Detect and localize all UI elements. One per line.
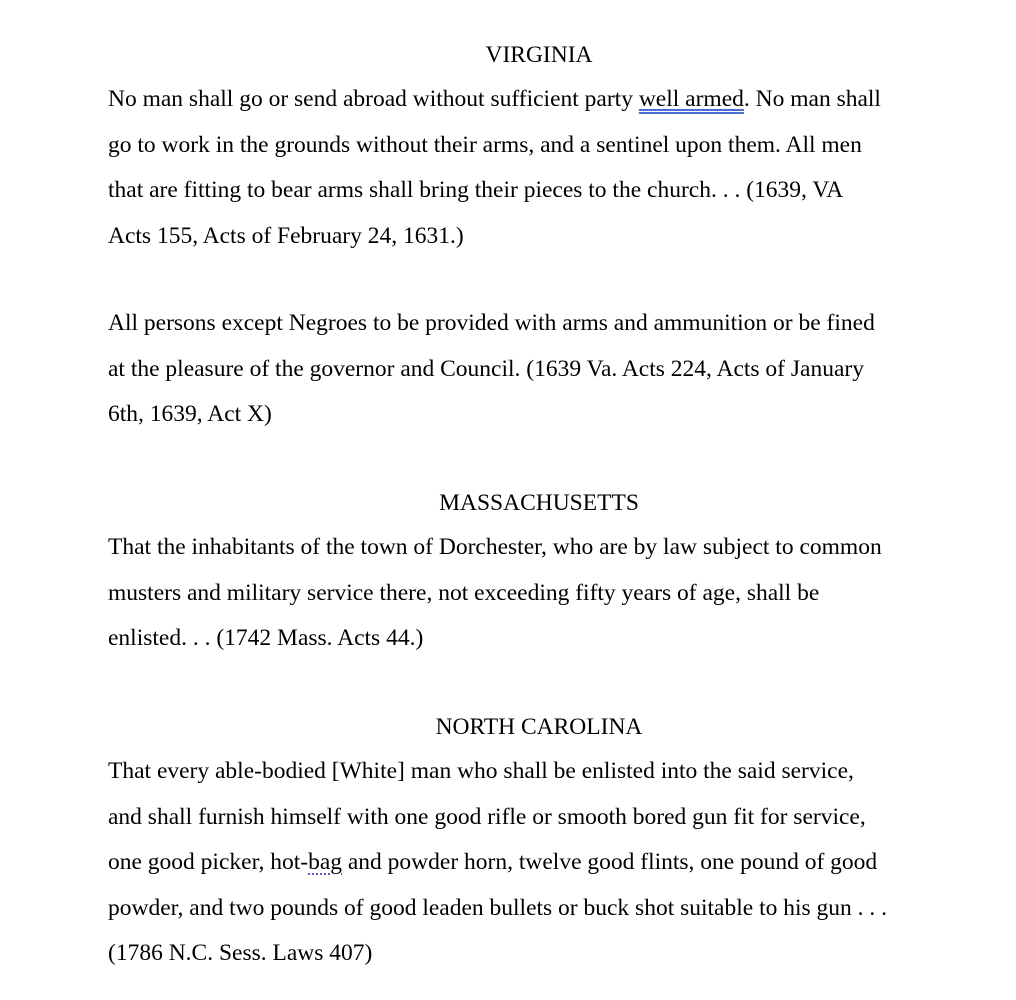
text-line: and shall furnish himself with one good rifle or smooth bored gun fit for service,	[108, 803, 866, 830]
section-heading-massachusetts: MASSACHUSETTS	[439, 490, 639, 516]
paragraph-virginia-1	[108, 84, 988, 266]
text-line: All persons except Negroes to be provided with arms and ammunition or be fined	[108, 310, 875, 336]
text-line: go to work in the grounds without their arms, and a sentinel upon them. All men	[108, 131, 862, 158]
text-line: That every able-bodied [White] man who shall be enlisted into the said service,	[108, 758, 854, 784]
section-heading-virginia: VIRGINIA	[485, 42, 593, 68]
text-line: one good picker, hot-bag and powder horn, twelve good flints, one pound of good	[108, 849, 878, 875]
paragraph-north-carolina	[108, 756, 988, 984]
text-line: at the pleasure of the governor and Council. (1639 Va. Acts 224, Acts of January	[108, 355, 864, 382]
text-line: No man shall go or send abroad without sufficient party well armed. No man shall	[108, 86, 881, 112]
paragraph-virginia-2	[108, 308, 988, 445]
grammar-suggestion-underline[interactable]: well armed	[638, 86, 744, 112]
text-line: (1786 N.C. Sess. Laws 407)	[108, 940, 373, 966]
paragraph-massachusetts	[108, 532, 988, 669]
text-line: Acts 155, Acts of February 24, 1631.)	[108, 222, 464, 249]
section-heading-north-carolina: NORTH CAROLINA	[435, 714, 643, 740]
text-line: musters and military service there, not exceeding fifty years of age, shall be	[108, 579, 820, 606]
text-line: That the inhabitants of the town of Dorchester, who are by law subject to common	[108, 534, 882, 560]
text-line: powder, and two pounds of good leaden bullets or buck shot suitable to his gun . . .	[108, 894, 888, 921]
spelling-suggestion-underline[interactable]: bag	[308, 849, 342, 875]
text-line: enlisted. . . (1742 Mass. Acts 44.)	[108, 625, 424, 651]
text-line: 6th, 1639, Act X)	[108, 401, 272, 427]
text-line: that are fitting to bear arms shall bring their pieces to the church. . . (1639, VA	[108, 177, 844, 203]
